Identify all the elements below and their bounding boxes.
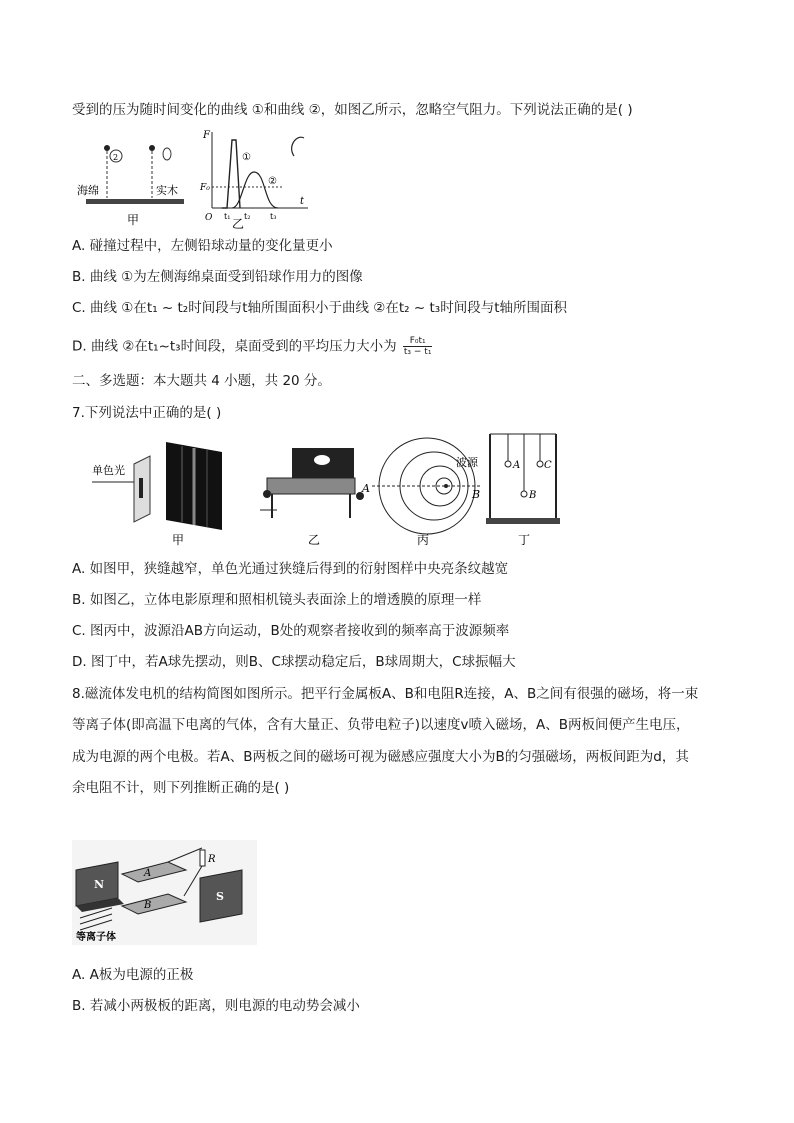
question-8-stem-line-3: 成为电源的两个电极。若A、B两板之间的磁场可视为磁感应强度大小为B的匀强磁场，两板间距为d，其: [72, 749, 689, 765]
slit: [139, 478, 143, 498]
section-2-header: 二、多选题：本大题共 4 小题，共 20 分。: [72, 373, 331, 389]
svg-text:A: A: [362, 482, 370, 495]
q7-option-b: B. 如图乙，立体电影原理和照相机镜头表面涂上的增透膜的原理一样: [72, 592, 482, 608]
curve-1: [222, 140, 240, 208]
svg-text:B: B: [144, 900, 152, 911]
q8-option-b: B. 若减小两极板的距离，则电源的电动势会减小: [72, 998, 360, 1014]
label-bing: 丙: [417, 533, 430, 547]
svg-text:C: C: [544, 460, 552, 471]
sponge-label: 海绵: [77, 184, 99, 197]
svg-text:F: F: [203, 130, 210, 141]
resistor-r: [200, 850, 205, 866]
q7-figure: [72, 430, 612, 550]
label-yi: 乙: [308, 533, 321, 547]
pendulum-base: [486, 518, 560, 524]
svg-text:B: B: [472, 488, 481, 501]
svg-text:R: R: [208, 854, 216, 865]
mono-light-label: 单色光: [92, 464, 125, 477]
ball-b: [521, 491, 527, 497]
average-force-fraction: $\frac{\text{F₀t₁}}{\text{t₃ − t₁}}$: [403, 336, 432, 357]
q6-option-c: C. 曲线 ①在t₁ ~ t₂时间段与t轴所围面积小于曲线 ②在t₂ ~ t₃时间段与t轴所围面积: [72, 300, 567, 316]
label-jia: 甲: [172, 533, 185, 547]
q8-option-a: A. A板为电源的正极: [72, 967, 194, 983]
svg-text:S: S: [216, 890, 224, 903]
svg-text:N: N: [94, 878, 105, 891]
question-6-stem: 受到的压为随时间变化的曲线 ①和曲线 ②，如图乙所示，忽略空气阻力。下列说法正确的是( ): [72, 102, 633, 118]
svg-text:t₃: t₃: [270, 212, 277, 221]
svg-text:②: ②: [268, 176, 277, 187]
question-7-stem: 7.下列说法中正确的是( ): [72, 405, 222, 421]
q6-option-b: B. 曲线 ①为左侧海绵桌面受到铅球作用力的图像: [72, 269, 363, 285]
q7-option-d: D. 图丁中，若A球先摆动，则B、C球摆动稳定后，B球周期大，C球振幅大: [72, 654, 516, 670]
svg-text:A: A: [513, 460, 521, 471]
question-8-stem-line-4: 余电阻不计，则下列推断正确的是( ): [72, 780, 290, 796]
sponge-table: [86, 199, 136, 204]
svg-text:F₀: F₀: [200, 183, 210, 193]
q6-option-d: [72, 336, 432, 357]
svg-text:t: t: [300, 196, 305, 207]
ball-c: [537, 461, 543, 467]
q8-figure: [72, 840, 257, 945]
wood-label: 实木: [156, 184, 178, 197]
left-ball: [104, 145, 110, 151]
q7-option-a: A. 如图甲，狭缝越窄，单色光通过狭缝后得到的衍射图样中央亮条纹越宽: [72, 561, 509, 577]
svg-text:①: ①: [242, 152, 251, 163]
question-8-stem-line-1: 8.磁流体发电机的结构简图如图所示。把平行金属板A、B和电阻R连接，A、B之间有很强的磁场，将一束: [72, 686, 699, 702]
right-ball: [149, 145, 155, 151]
annotation-1: [163, 148, 171, 160]
wood-table: [134, 199, 184, 204]
plasma-label: 等离子体: [76, 932, 116, 943]
q6-option-d-text: D. 曲线 ②在t₁~t₃时间段，桌面受到的平均压力大小为: [72, 338, 397, 355]
q7-option-c: C. 图丙中，波源沿AB方向运动，B处的观察者接收到的频率高于波源频率: [72, 623, 510, 639]
projector-body: [267, 478, 355, 494]
q6-figure-svg: [72, 126, 312, 232]
q7-figure-svg: [72, 430, 612, 550]
label-ding: 丁: [518, 533, 531, 547]
wave-source-label: 波源: [456, 456, 478, 469]
handwritten-mark: [292, 137, 304, 156]
ball-a: [505, 461, 511, 467]
svg-text:2: 2: [113, 153, 119, 162]
svg-text:B: B: [529, 490, 537, 501]
q8-figure-svg: [72, 840, 257, 945]
q6-figure: [72, 126, 312, 232]
svg-text:t₁: t₁: [224, 212, 231, 221]
label-yi: 乙: [232, 217, 245, 231]
svg-text:t₂: t₂: [244, 212, 251, 221]
svg-text:A: A: [144, 868, 152, 879]
label-jia: 甲: [127, 213, 140, 227]
q6-option-a: A. 碰撞过程中，左侧铅球动量的变化量更小: [72, 238, 333, 254]
svg-text:O: O: [205, 213, 213, 223]
question-8-stem-line-2: 等离子体(即高温下电离的气体，含有大量正、负带电粒子)以速度v喷入磁场，A、B两板间便产生电压，: [72, 717, 690, 733]
